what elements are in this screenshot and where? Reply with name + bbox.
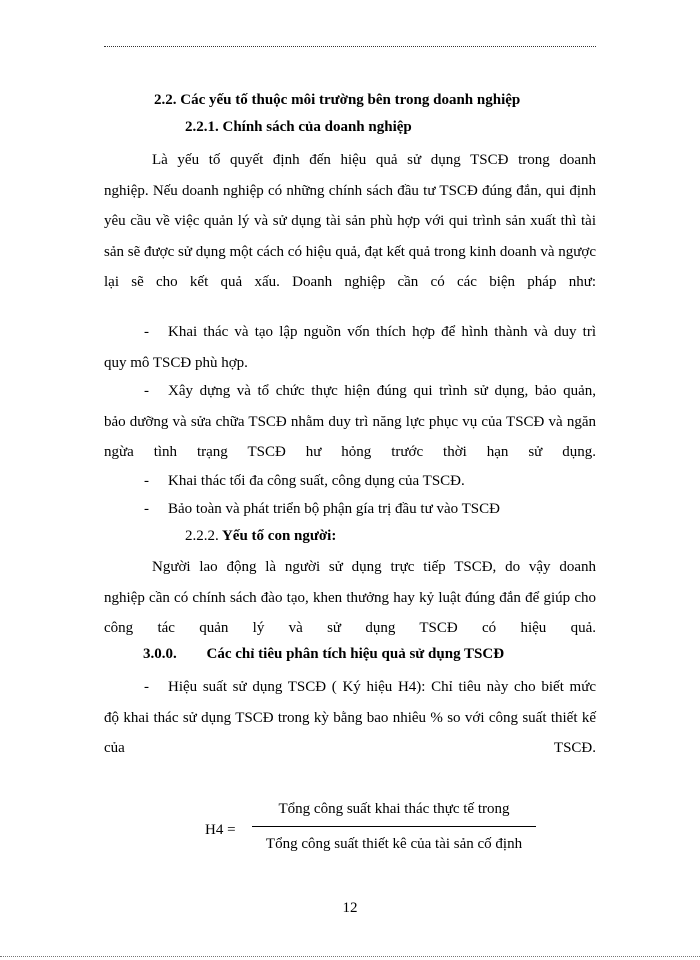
heading-3-0-0-title: Các chỉ tiêu phân tích hiệu quả sử dụng TSCĐ — [206, 646, 505, 662]
formula-label: H4 = — [205, 822, 236, 838]
bullet-dash: - — [144, 383, 149, 399]
heading-2-2: 2.2. Các yếu tố thuộc môi trường bên trong doanh nghiệp — [154, 92, 521, 108]
paragraph-people — [104, 552, 596, 644]
bullet-capacity-text: Khai thác tối đa công suất, công dụng của TSCĐ. — [168, 473, 465, 489]
heading-2-2-2-number: 2.2.2. — [185, 528, 219, 544]
heading-2-2-1: 2.2.1. Chính sách của doanh nghiệp — [185, 119, 412, 135]
heading-3-0-0-number: 3.0.0. — [143, 646, 177, 662]
bullet-process-body: bảo dưỡng và sửa chữa TSCĐ nhằm duy trì năng lực phục vụ của TSCĐ và ngăn ngừa tình trạng TSCĐ hư hỏng trước thời hạn sử dụng. — [104, 413, 596, 460]
page-number: 12 — [342, 900, 358, 916]
bullet-h4-body: độ khai thác sử dụng TSCĐ trong kỳ bằng bao nhiêu % so với công suất thiết kế của TSCĐ. — [104, 709, 596, 756]
bullet-preserve-text: Bảo toàn và phát triển bộ phận gía trị đầu tư vào TSCĐ — [168, 501, 500, 517]
heading-2-2-2-title: Yếu tố con người: — [221, 528, 337, 544]
footer-dotted-rule — [0, 956, 700, 957]
paragraph-people-body: nghiệp cần có chính sách đào tạo, khen thưởng hay kỷ luật đúng đắn để giúp cho công tác quản lý và sử dụng TSCĐ có hiệu quả. — [104, 589, 596, 636]
header-dotted-rule — [104, 46, 596, 47]
bullet-dash: - — [144, 473, 149, 489]
bullet-process-first-line: Xây dựng và tổ chức thực hiện đúng qui trình sử dụng, bảo quản, — [168, 383, 596, 399]
bullet-capacity — [104, 466, 596, 497]
paragraph-policy-body: nghiệp. Nếu doanh nghiệp có những chính sách đầu tư TSCĐ đúng đắn, qui định yêu cầu về việc quản lý và sử dụng tài sản phù hợp với qui trình sản xuất thì tài sản sẽ được sử dụng một cách có hiệu quả, đạt kết quả trong kinh doanh và ngược lại sẽ cho kết quả xấu. Doanh nghiệp cần có các biện pháp như: — [104, 182, 596, 290]
bullet-dash: - — [144, 679, 149, 695]
bullet-capital — [104, 317, 596, 378]
paragraph-policy — [104, 145, 596, 298]
heading-3-0-0 — [143, 646, 504, 663]
bullet-capital-first-line: Khai thác và tạo lập nguồn vốn thích hợp để hình thành và duy trì — [168, 324, 596, 340]
bullet-h4-first-line: Hiệu suất sử dụng TSCĐ ( Ký hiệu H4): Chỉ tiêu này cho biết mức — [168, 679, 596, 695]
paragraph-policy-first-line: Là yếu tố quyết định đến hiệu quả sử dụng TSCĐ trong doanh — [152, 152, 596, 168]
paragraph-people-first-line: Người lao động là người sử dụng trực tiếp TSCĐ, do vậy doanh — [152, 559, 596, 575]
formula-denominator: Tổng công suất thiết kê của tài sản cố định — [265, 836, 523, 852]
heading-2-2-2 — [185, 528, 336, 545]
fraction-bar — [252, 826, 536, 827]
bullet-dash: - — [144, 324, 149, 340]
bullet-preserve — [104, 494, 596, 525]
bullet-process — [104, 376, 596, 468]
bullet-h4 — [104, 672, 596, 764]
formula-fraction — [252, 798, 536, 855]
formula-numerator: Tổng công suất khai thác thực tế trong — [278, 801, 510, 817]
bullet-dash: - — [144, 501, 149, 517]
bullet-capital-body: quy mô TSCĐ phù hợp. — [104, 354, 248, 371]
